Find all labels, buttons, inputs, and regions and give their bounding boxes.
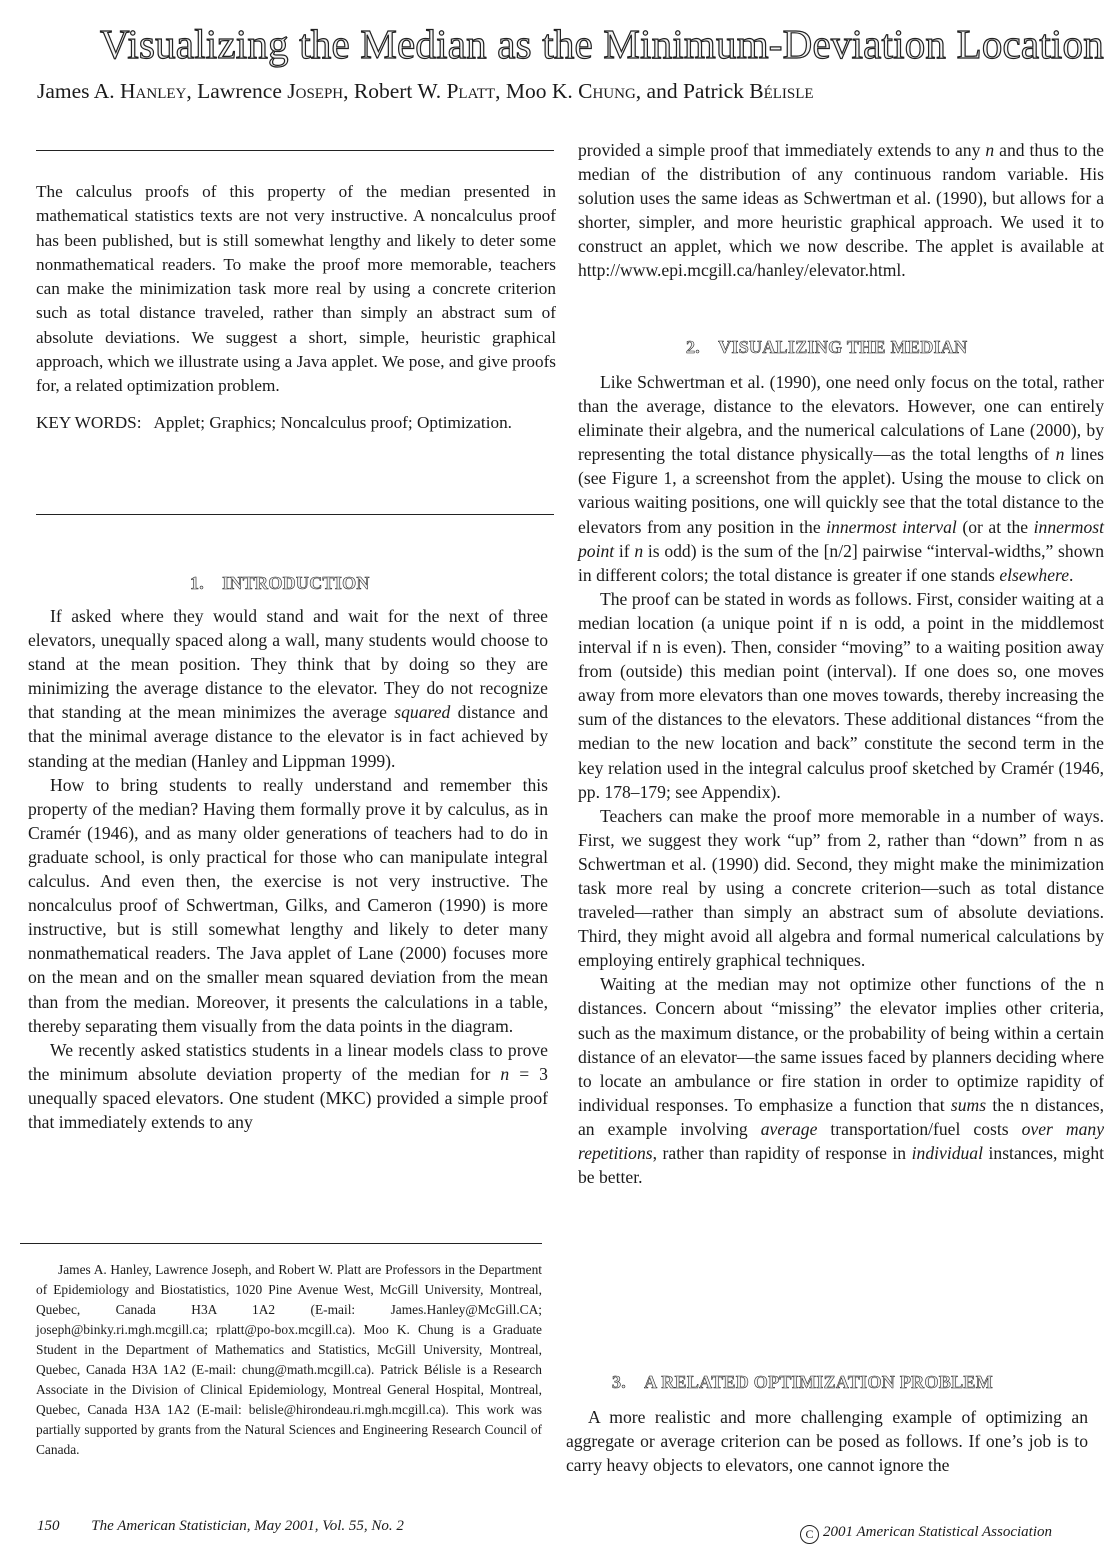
abstract-top-rule <box>36 150 554 151</box>
journal-citation: The American Statistician, May 2001, Vol. 55, No. 2 <box>91 1518 404 1534</box>
keywords <box>36 411 556 435</box>
paragraph: provided a simple proof that immediately extends to any n and thus to the median of the distribution of any continuous random variable. His solution uses the same ideas as Schwertman et al. (1990), but allows for a shorter, simpler, and more heuristic graphical approach. We used it to construct an applet, which we now describe. The applet is available at http://www.epi.mcgill.ca/hanley/elevator.html. <box>578 140 1104 281</box>
right-column-section-3 <box>566 1405 1088 1477</box>
right-column-section-2 <box>578 370 1104 1189</box>
paragraph: A more realistic and more challenging example of optimizing an aggregate or average criterion can be posed as follows. If one’s job is to carry heavy objects to elevators, one cannot ignore the <box>566 1407 1088 1476</box>
keywords-label: KEY WORDS: <box>36 412 142 432</box>
right-column-continuation <box>578 138 1104 283</box>
footnote-rule <box>20 1243 542 1244</box>
paragraph: If asked where they would stand and wait for the next of three elevators, unequally spaced along a wall, many students would choose to stand at the mean position. They think that by doing so they are minimizing the average distance to the elevator. They do not recognize that standing at the mean minimizes the average squared distance and that the minimal average distance to the elevator is in fact achieved by standing at the median (Hanley and Lippman 1999). <box>28 606 548 771</box>
continued-text: provided a simple proof that immediately extends to any <box>578 140 986 160</box>
abstract <box>36 180 556 435</box>
copyright-icon: C <box>800 1525 819 1544</box>
section-heading-introduction: 1. INTRODUCTION <box>190 573 370 593</box>
paragraph: Waiting at the median may not optimize other functions of the n distances. Concern about “missing” the elevator implies other criteria, such as the maximum distance, or the probability of being within a certain distance of an elevator—the same issues faced by planners deciding where to locate an ambulance or fire station in order to optimize rapidity of individual responses. To emphasize a function that sums the n distances, an example involving average transportation/fuel costs over many repetitions, rather than rapidity of response in individual instances, might be better. <box>578 974 1105 1188</box>
author-list: James A. Hanley, Lawrence Joseph, Robert W. Platt, Moo K. Chung, and Patrick Bélisle <box>37 79 814 103</box>
paragraph: We recently asked statistics students in a linear models class to prove the minimum absolute deviation property of the median for n = 3 unequally spaced elevators. One student (MKC) provided a simple proof that immediately extends to any <box>28 1039 548 1132</box>
paragraph: Teachers can make the proof more memorable in a number of ways. First, we suggest they work “up” from 2, rather than “down” from n as Schwertman et al. (1990) did. Second, they might make the minimization task more real by using a concrete criterion—such as total distance traveled—rather than simply an abstract sum of absolute deviations. Third, they might avoid all algebra and formal numerical calculations by employing entirely graphical techniques. <box>578 805 1104 971</box>
author-name: Moo K. Chung <box>505 79 636 103</box>
abstract-text: The calculus proofs of this property of the median presented in mathematical statistics texts are not very instructive. A noncalculus proof has been published, but is still somewhat lengthy and likely to deter some nonmathematical readers. To make the proof more memorable, teachers can make the minimization task more real by using a concrete criterion such as total distance traveled, rather than simply an abstract sum of absolute deviations. We suggest a short, simple, heuristic graphical approach, which we illustrate using a Java applet. We pose, and give proofs for, a related optimization problem. <box>36 182 556 396</box>
paragraph: Like Schwertman et al. (1990), one need only focus on the total, rather than the average, distance to the elevators. However, one can entirely eliminate their algebra, and the numerical calculations of Lane (2000), by representing the total distance physically—as the total lengths of n lines (see Figure 1, a screenshot from the applet). Using the mouse to click on various waiting positions, one will quickly see that the total distance to the elevators from any position in the innermost interval (or at the innermost point if n is odd) is the sum of the [n/2] pairwise “interval-widths,” shown in different colors; the total distance is greater if one stands elsewhere. <box>578 372 1105 585</box>
author-affiliation-footnote: James A. Hanley, Lawrence Joseph, and Robert W. Platt are Professors in the Department of Epidemiology and Biostatistics, 1020 Pine Avenue West, McGill University, Montreal, Quebec, Canada H3A 1A2 (E-mail: James.Hanley@McGill.CA; joseph@binky.ri.mgh.mcgill.ca; rplatt@po-box.mcgill.ca). Moo K. Chung is a Graduate Student in the Department of Mathematics and Statistics, McGill University, Montreal, Quebec, Canada H3A 1A2 (E-mail: chung@math.mcgill.ca). Patrick Bélisle is a Research Associate in the Division of Clinical Epidemiology, Montreal General Hospital, Montreal, Quebec, Canada H3A 1A2 (E-mail: belisle@hirondeau.ri.mgh.mcgill.ca). This work was partially supported by grants from the Natural Sciences and Engineering Research Council of Canada. <box>36 1262 542 1457</box>
author-name: Patrick Bélisle <box>682 79 814 103</box>
page-footer-right <box>800 1524 1052 1544</box>
paragraph: The proof can be stated in words as follows. First, consider waiting at a median location (a unique point if n is odd, a point in the middlemost interval if n is even). Then, consider “moving” to a waiting position away from (outside) this median point (interval). If one does so, one moves away from more elevators than one moves towards, thereby increasing the sum of the distances to the elevators. These additional distances “from the median to the new location and back” constitute the second term in the key relation used in the integral calculus proof sketched by Cramér (1946, pp. 178–179; see Appendix). <box>578 588 1104 802</box>
section-heading-related-optimization: 3. A RELATED OPTIMIZATION PROBLEM <box>612 1372 993 1392</box>
paragraph: How to bring students to really understand and remember this property of the median? Having them formally prove it by calculus, as in Cramér (1946), and as many older generations of teachers had to do in graduate school, is only practical for those who can manipulate integral calculus. And even then, the exercise is not very instructive. The noncalculus proof of Schwertman, Gilks, and Cameron (1990) is more instructive, but is still somewhat lengthy and likely to deter many nonmathematical readers. The Java applet of Lane (2000) focuses more on the mean and on the smaller mean squared deviation from the mean than from the median. Moreover, it presents the calculations in a table, thereby separating them visually from the data points in the diagram. <box>28 774 548 1036</box>
abstract-bottom-rule <box>36 514 554 515</box>
keywords-list: Applet; Graphics; Noncalculus proof; Optimization. <box>153 412 512 432</box>
author-name: James A. Hanley <box>37 79 187 103</box>
article-title: Visualizing the Median as the Minimum-Deviation Location <box>100 21 1104 67</box>
author-name: Lawrence Joseph <box>197 79 344 103</box>
copyright-text: 2001 American Statistical Association <box>823 1524 1053 1540</box>
page-number: 150 <box>37 1518 60 1534</box>
left-column-body <box>28 604 548 1134</box>
applet-url-link[interactable]: http://www.epi.mcgill.ca/hanley/elevator.html. <box>578 260 906 281</box>
page-footer-left <box>37 1518 404 1535</box>
author-name: Robert W. Platt <box>353 79 496 103</box>
section-heading-visualizing: 2. VISUALIZING THE MEDIAN <box>686 337 968 357</box>
